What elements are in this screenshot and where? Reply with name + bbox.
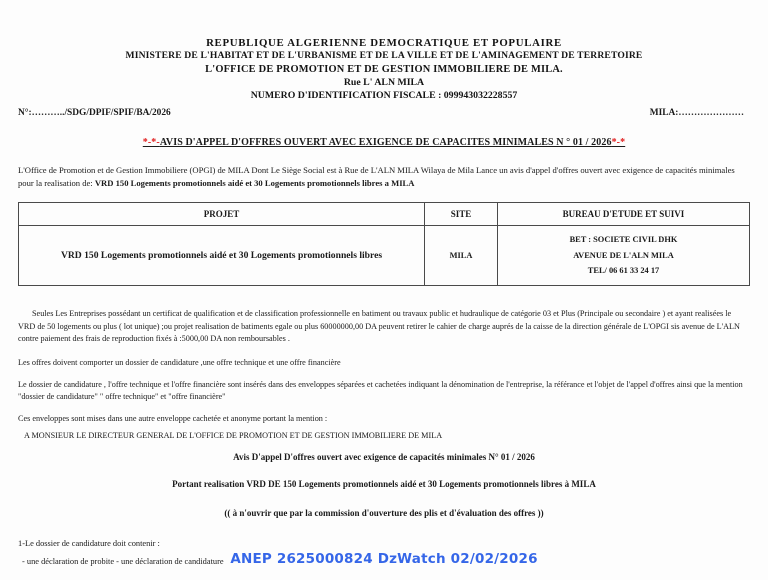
title-prefix-asterisk: *-*- [142,137,160,149]
project-table-wrapper [18,202,750,286]
title-text: AVIS D'APPEL D'OFFRES OUVERT AVEC EXIGENCE DE CAPACITES MINIMALES N ° 01 / 2026 [159,137,612,149]
project-table-head [19,203,750,226]
list-item: - une déclaration de probite - une déclaration de candidature [22,557,224,567]
header-republic-line: REPUBLIQUE ALGERIENNE DEMOCRATIQUE ET POPULAIRE [206,37,562,49]
header-ministry-line: MINISTERE DE L'HABITAT ET DE L'URBANISME ET DE LA VILLE ET DE L'AMINAGEMENT DE TERRETOIRE [125,50,643,62]
cell-site: MILA [425,226,498,286]
table-header-row [19,203,750,226]
header-office-line: L'OFFICE DE PROMOTION ET DE GESTION IMMOBILIERE DE MILA. [205,63,563,75]
centered-avis-line: Avis D'appel D'offres ouvert avec exigence de capacités minimales N° 01 / 2026 [233,451,535,462]
table-header-projet: PROJET [19,203,425,226]
table-header-bureau-etude: BUREAU D'ETUDE ET SUIVI [497,203,749,226]
header-address-line: Rue L' ALN MILA [343,76,425,88]
bet-address: AVENUE DE L'ALN MILA [573,250,674,260]
reference-row [0,108,768,122]
anep-reference: ANEP 2625000824 DzWatch 02/02/2026 [230,551,538,567]
paragraph-enveloppes: Le dossier de candidature , l'offre technique et l'offre financière sont insérés dans des enveloppes séparées et cachetées indiquant la dénomination de l'entreprise, la référance et l'objet de l'appel d'offres ainsi que la mention "dossier de candidature" " offre technique" et "offre financière" [18,379,743,402]
paragraph-mention: Ces enveloppes sont mises dans une autre enveloppe cachetée et anonyme portant la mention : [18,414,328,424]
bet-name: BET : SOCIETE CIVIL DHK [569,235,678,245]
centered-portant-line: Portant realisation VRD DE 150 Logements promotionnels aidé et 30 Logements promotionnels libres à MILA [172,479,596,490]
line-destinataire: A MONSIEUR LE DIRECTEUR GENERAL DE L'OFFICE DE PROMOTION ET DE GESTION IMMOBILIERE DE MILA [24,430,443,440]
reference-number: N°:………../SDG/DPIF/SPIF/BA/2026 [18,108,171,119]
header-fiscal-id-line: NUMERO D'IDENTIFICATION FISCALE : 099943032228557 [250,89,518,101]
project-table-body [19,226,750,286]
intro-project-bold: VRD 150 Logements promotionnels aidé et 30 Logements promotionnels libres a MILA [94,178,415,189]
cell-bureau-etude [497,226,749,286]
document-footer [0,550,768,568]
bet-phone: TEL/ 06 61 33 24 17 [587,266,660,276]
paragraph-offres-composition: Les offres doivent comporter un dossier de candidature ,une offre technique et une offre financière [18,358,341,368]
intro-text: L'Office de Promotion et de Gestion Immobiliere (OPGI) de MILA Dont Le Siège Social est à Rue de L'ALN MILA Wilaya de Mila Lance un avis d'appel d'offres ouvert avec exigence de capacités minimales pour la realisation de: [18,165,735,189]
list-heading-dossier: 1-Le dossier de candidature doit contenir : [18,539,160,549]
cell-projet: VRD 150 Logements promotionnels aidé et 30 Logements promotionnels libres [19,226,425,286]
document-header [0,0,768,102]
reference-place-date: MILA:………………… [649,108,744,119]
table-row [19,226,750,286]
table-header-site: SITE [425,203,498,226]
paragraph-conditions: Seules Les Entreprises possédant un certificat de qualification et de classification professionnelle en batiment ou travaux public et hudraulique de catégorie 03 et Plus (Principale ou secondaire ) et ayant realisées le VRD de 50 logements ou plus ( lot unique) ;ou projet realisation de batiments egale ou plus 60000000,00 DA peuvent retirer le cahier de charge auprés de la caisse de la direction générale de L'OPGI sis avenue de L'ALN contre paiement des frais de reproduction fixés à :5000,00 DA non remboursables . [18,308,740,344]
intro-paragraph [18,164,750,190]
centered-ouvrir-line: (( à n'ouvrir que par la commission d'ouverture des plis et d'évaluation des offres )) [224,508,544,519]
title-suffix-asterisk: *-* [611,137,626,149]
project-table [18,202,750,286]
page-title [143,137,625,148]
title-row [0,132,768,150]
document-body [18,308,750,568]
